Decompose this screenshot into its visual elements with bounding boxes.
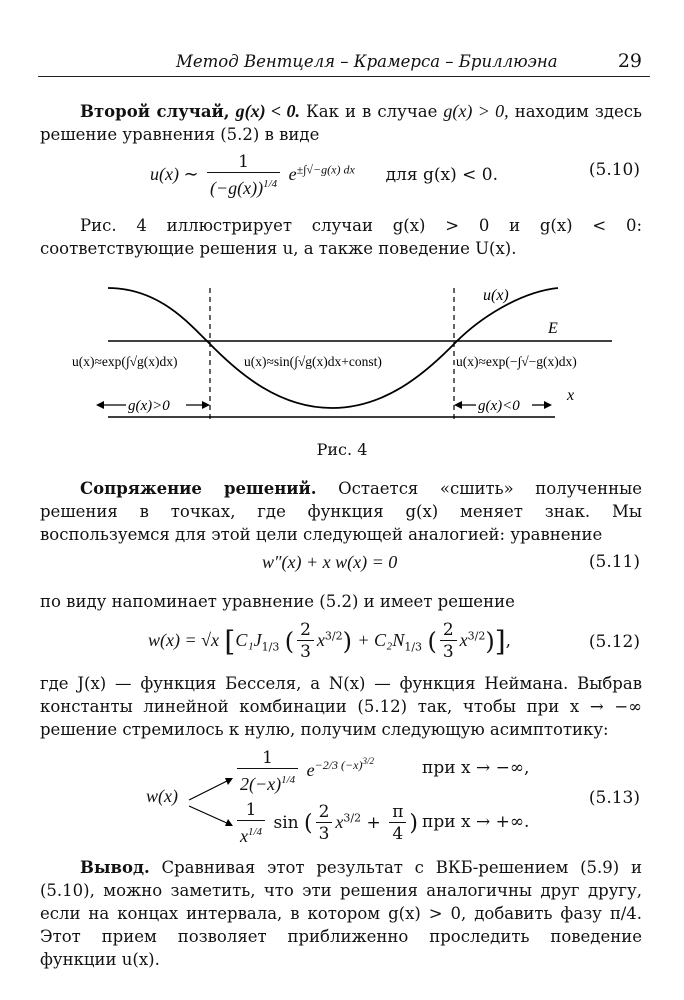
- paragraph-bessel: где J(x) — функция Бесселя, а N(x) — функция Неймана. Выбрав константы линейной комбинации (5.12) так, чтобы при x → −∞ решение стремилось к нулю, получим следующую асимптотику:: [40, 674, 642, 739]
- paragraph-analogy: по виду напоминает уравнение (5.2) и имеет решение: [40, 592, 515, 611]
- right-region-label: g(x)<0: [478, 398, 520, 414]
- section-heading-matching: Сопряжение решений.: [80, 479, 317, 498]
- eq513-top-condition: при x → −∞,: [422, 758, 530, 778]
- eq513-number: (5.13): [588, 788, 640, 808]
- para1-text-a: Как и в случае: [306, 102, 438, 121]
- paragraph-conclusion: [40, 856, 642, 971]
- eq511-number: (5.11): [588, 552, 640, 572]
- condition-g-positive: g(x) > 0,: [443, 101, 509, 121]
- page-number: 29: [617, 50, 642, 72]
- para1-text-b: находим здесь решение уравнения (5.2) в виде: [40, 102, 642, 144]
- figure-caption: Рис. 4: [316, 440, 368, 459]
- book-page: Метод Вентцеля – Крамерса – Бриллюэна 29 Второй случай, g(x) < 0. Как и в случае g(x) > 0, находим здесь решение уравнения (5.2) в виде u(x) ∼ $\frac{1}{(-g(x))^{1/4}}$ $e^{\pm\int√-g(x) dx}$ для g(x) < 0. (5.10) Рис. 4 иллюстрирует случаи g(x) > 0 и g(x) < 0: соответствующие решения u, а также поведение U(x). u(x) E x u(x)≈exp(∫√g(x)dx) u(x)≈sin(∫√g(x)dx+const) u(x)≈exp(−∫√−g(x)dx) g(x)>0 g(x)<0 Рис. 4 Сопряжение решений. Остается «сшить» полученные решения в точках, где функция g(x) меняет знак. Мы воспользуемся для этой цели следующей аналогией: уравнение w″(x) + x w(x) = 0 (5.11) по виду напоминает уравнение (5.2) и имеет решение w(x) = √x [$C_1J_{1/3}$ ( $\frac{2}{3}$ $x^{3/2}) + C_2N_{1/3}$ ( $\frac{2}{3}$ $x^{3/2}$)], (5.12) где J(x) — функция Бесселя, а N(x) — функция Неймана. Выбрав константы линейной комбинации (5.12) так, чтобы при x → −∞ решение стремилось к нулю, получим следующую асимптотику: w(x) $\frac{1}{2(-x)^{1/4}}$ $e^{-2/3 (-x)^{3/2}}$ при x → −∞, $\frac{1}{x^{1/4}}$ sin ( $\frac{2}{3}$ $x^{3/2}$ + $\frac{\pi}{4}$ ) при x → +∞. (5.13) Вывод. Сравнивая этот результат с ВКБ-решением (5.9) и (5.10), можно заметить, что эти решения аналогичны друг другу, если на концах интервала, в котором g(x) > 0, добавить фазу π/4. Этот прием позволяет приближенно проследить поведение функции u(x).: [0, 0, 684, 1000]
- left-region-formula: u(x)≈exp(∫√g(x)dx): [72, 354, 178, 369]
- eq512-frac-1: $\frac{2}{3}$: [297, 620, 314, 663]
- eq510-lhs: u(x) ∼: [150, 164, 199, 184]
- eq512-bracket-open: [: [224, 625, 236, 658]
- running-title: Метод Вентцеля – Крамерса – Бриллюэна: [176, 52, 558, 71]
- middle-region-formula: u(x)≈sin(∫√g(x)dx+const): [244, 354, 382, 369]
- header-rule: [38, 76, 650, 77]
- eq512-number: (5.12): [588, 632, 640, 652]
- energy-label: E: [548, 320, 558, 337]
- eq510-condition: для g(x) < 0.: [385, 165, 498, 185]
- running-header: [38, 50, 650, 76]
- condition-g-negative: g(x) < 0.: [235, 101, 300, 121]
- paragraph-matching: [40, 477, 642, 546]
- eq512-c1: C₁J: [235, 630, 262, 650]
- eq512-lhs: w(x) = √x: [148, 630, 219, 650]
- left-region-arrowhead-left: [96, 401, 104, 409]
- x-axis-label: x: [567, 387, 575, 404]
- left-region-arrowhead-right: [202, 401, 210, 409]
- paragraph-second-case: [40, 100, 642, 146]
- eq513-lhs: w(x): [146, 786, 178, 806]
- equation-5-13: [0, 748, 684, 848]
- eq510-fraction: [207, 152, 280, 199]
- para6-text: Сравнивая этот результат с ВКБ-решением (5.9) и (5.10), можно заметить, что эти решения аналогичны друг другу, если на концах интервала, в котором g(x) > 0, добавить фазу π/4. Этот прием позволяет приближенно проследить поведение функции u(x).: [40, 858, 642, 969]
- figure-4: [0, 270, 684, 430]
- eq510-exp-base: e: [288, 164, 297, 184]
- para3-text: Остается «сшить» полученные решения в точках, где функция g(x) меняет знак. Мы воспользуемся для этой цели следующей аналогией: уравнение: [40, 479, 642, 544]
- eq510-number: (5.10): [588, 160, 640, 180]
- right-region-arrowhead-right: [544, 401, 552, 409]
- section-heading-second-case: Второй случай,: [80, 102, 230, 121]
- right-region-formula: u(x)≈exp(−∫√−g(x)dx): [456, 354, 577, 369]
- eq511-body: w″(x) + x w(x) = 0: [262, 552, 398, 572]
- potential-curve: [108, 288, 558, 408]
- eq512-c2: + C₂N: [357, 630, 405, 650]
- eq512-bracket-close: ]: [494, 625, 506, 658]
- eq513-bottom-branch: $\frac{1}{x^{1/4}}$ sin ( $\frac{2}{3}$ $x^{3/2}$ + $\frac{\pi}{4}$ ): [234, 800, 418, 847]
- eq510-denominator: $(-g(x))^{1/4}$: [209, 178, 278, 198]
- eq510-exp-power: ±∫√−g(x) dx: [296, 162, 355, 177]
- eq513-branch-arrows: [185, 762, 235, 832]
- eq513-top-branch: $\frac{1}{2(-x)^{1/4}}$ $e^{-2/3 (-x)^{3/2}}$: [234, 748, 374, 795]
- right-region-arrowhead-left: [454, 401, 462, 409]
- eq512-frac-2: $\frac{2}{3}$: [440, 620, 457, 663]
- left-region-label: g(x)>0: [128, 398, 170, 414]
- section-heading-conclusion: Вывод.: [80, 858, 150, 877]
- paragraph-figure-intro: Рис. 4 иллюстрирует случаи g(x) > 0 и g(x) < 0: соответствующие решения u, а также поведение U(x).: [40, 216, 642, 258]
- eq513-bottom-condition: при x → +∞.: [422, 812, 530, 832]
- eq510-numerator: 1: [207, 152, 280, 173]
- curve-label: u(x): [483, 287, 509, 304]
